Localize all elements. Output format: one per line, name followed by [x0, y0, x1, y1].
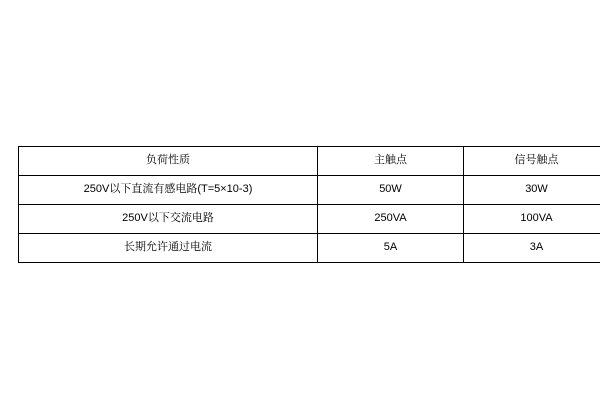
spec-table-container: [18, 146, 582, 263]
cell-main-contact: 5A: [318, 234, 464, 263]
cell-load-type: 长期允许通过电流: [19, 234, 318, 263]
cell-signal-contact: 100VA: [464, 205, 600, 234]
table-header-row: [19, 147, 600, 176]
table-row: [19, 234, 600, 263]
table-header-load-type: 负荷性质: [19, 147, 318, 176]
table-row: [19, 205, 600, 234]
cell-load-type: 250V以下交流电路: [19, 205, 318, 234]
table-header-main-contact: 主触点: [318, 147, 464, 176]
cell-main-contact: 50W: [318, 176, 464, 205]
table-header-signal-contact: 信号触点: [464, 147, 600, 176]
cell-signal-contact: 30W: [464, 176, 600, 205]
cell-load-type: 250V以下直流有感电路(T=5×10-3): [19, 176, 318, 205]
cell-main-contact: 250VA: [318, 205, 464, 234]
table-row: [19, 176, 600, 205]
contact-rating-table: [18, 146, 600, 263]
cell-signal-contact: 3A: [464, 234, 600, 263]
